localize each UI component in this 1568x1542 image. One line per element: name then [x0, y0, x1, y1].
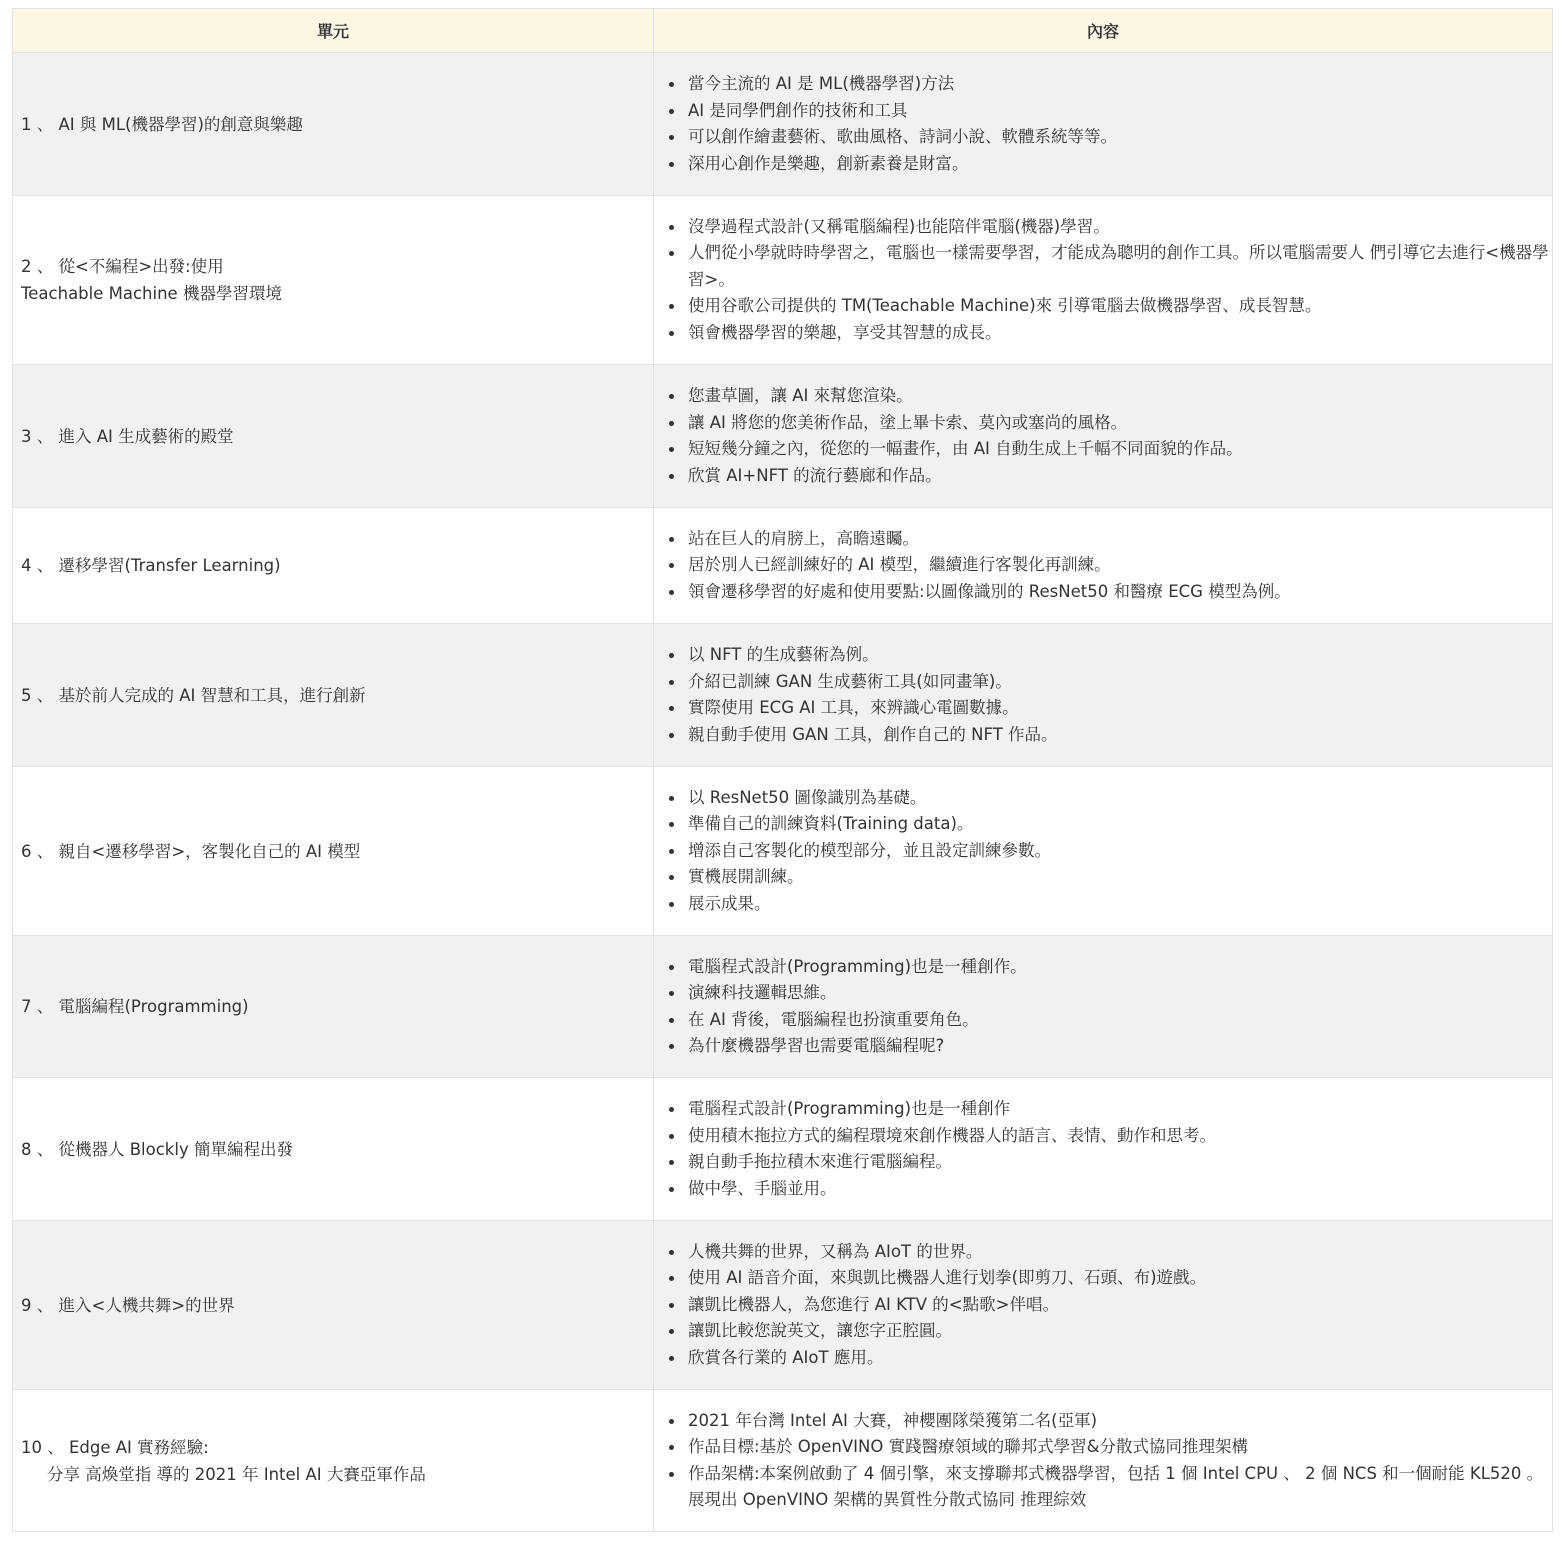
unit-cell — [13, 365, 654, 508]
table-row — [13, 1390, 1553, 1532]
table-row — [13, 1221, 1553, 1390]
unit-cell — [13, 1221, 654, 1390]
content-list — [662, 1096, 1552, 1202]
list-item: 領會遷移學習的好處和使用要點:以圖像識別的 ResNet50 和醫療 ECG 模型為例。 — [688, 579, 1552, 606]
list-item: 準備自己的訓練資料(Training data)。 — [688, 811, 1552, 838]
list-item: 可以創作繪畫藝術、歌曲風格、詩詞小說、軟體系統等等。 — [688, 124, 1552, 151]
unit-title: 1 、 AI 與 ML(機器學習)的創意與樂趣 — [21, 114, 303, 134]
unit-subtitle: Teachable Machine 機器學習環境 — [21, 284, 282, 303]
list-item: 讓 AI 將您的您美術作品，塗上畢卡索、莫內或塞尚的風格。 — [688, 410, 1552, 437]
content-list — [662, 1239, 1552, 1372]
table-header-row — [13, 9, 1553, 53]
list-item: 欣賞 AI+NFT 的流行藝廊和作品。 — [688, 463, 1552, 490]
list-item: 居於別人已經訓練好的 AI 模型，繼續進行客製化再訓練。 — [688, 552, 1552, 579]
course-table-container — [12, 8, 1552, 1532]
unit-cell — [13, 53, 654, 196]
list-item: 介紹已訓練 GAN 生成藝術工具(如同畫筆)。 — [688, 669, 1552, 696]
list-item: AI 是同學們創作的技術和工具 — [688, 98, 1552, 125]
list-item: 人機共舞的世界，又稱為 AIoT 的世界。 — [688, 1239, 1552, 1266]
list-item: 深用心創作是樂趣，創新素養是財富。 — [688, 151, 1552, 178]
header-unit: 單元 — [13, 9, 654, 53]
list-item: 您畫草圖，讓 AI 來幫您渲染。 — [688, 383, 1552, 410]
unit-title: 4 、 遷移學習(Transfer Learning) — [21, 556, 281, 575]
content-cell — [654, 767, 1553, 936]
list-item: 以 NFT 的生成藝術為例。 — [688, 642, 1552, 669]
unit-title: 6 、 親自<遷移學習>，客製化自己的 AI 模型 — [21, 841, 361, 861]
list-item: 沒學過程式設計(又稱電腦編程)也能陪伴電腦(機器)學習。 — [688, 214, 1552, 241]
list-item: 當今主流的 AI 是 ML(機器學習)方法 — [688, 71, 1552, 98]
list-item: 短短幾分鐘之內，從您的一幅畫作，由 AI 自動生成上千幅不同面貌的作品。 — [688, 436, 1552, 463]
list-item: 實際使用 ECG AI 工具，來辨識心電圖數據。 — [688, 695, 1552, 722]
content-cell — [654, 508, 1553, 624]
content-list — [662, 383, 1552, 489]
list-item: 使用谷歌公司提供的 TM(Teachable Machine)來 引導電腦去做機器學習、成長智慧。 — [688, 293, 1552, 320]
content-cell — [654, 936, 1553, 1078]
list-item: 2021 年台灣 Intel AI 大賽，神櫻團隊榮獲第二名(亞軍) — [688, 1408, 1552, 1435]
unit-title: 3 、 進入 AI 生成藝術的殿堂 — [21, 426, 234, 446]
content-cell — [654, 624, 1553, 767]
content-cell — [654, 196, 1553, 365]
list-item: 以 ResNet50 圖像識別為基礎。 — [688, 785, 1552, 812]
content-list — [662, 214, 1552, 347]
table-row — [13, 624, 1553, 767]
content-list — [662, 785, 1552, 918]
unit-title: 7 、 電腦編程(Programming) — [21, 997, 249, 1016]
list-item: 實機展開訓練。 — [688, 864, 1552, 891]
unit-subtitle: 分享 高煥堂指 導的 2021 年 Intel AI 大賽亞軍作品 — [47, 1464, 426, 1484]
unit-title: 5 、 基於前人完成的 AI 智慧和工具，進行創新 — [21, 685, 366, 705]
list-item: 領會機器學習的樂趣，享受其智慧的成長。 — [688, 320, 1552, 347]
content-list — [662, 526, 1552, 606]
list-item: 親自動手使用 GAN 工具，創作自己的 NFT 作品。 — [688, 722, 1552, 749]
list-item: 展示成果。 — [688, 891, 1552, 918]
table-row — [13, 196, 1553, 365]
list-item: 讓凱比較您說英文，讓您字正腔圓。 — [688, 1318, 1552, 1345]
list-item: 親自動手拖拉積木來進行電腦編程。 — [688, 1149, 1552, 1176]
course-table — [12, 8, 1553, 1532]
table-row — [13, 508, 1553, 624]
header-content: 內容 — [654, 9, 1553, 53]
list-item: 人們從小學就時時學習之，電腦也一樣需要學習，才能成為聰明的創作工具。所以電腦需要人 們引導它去進行<機器學習>。 — [688, 240, 1552, 293]
list-item: 作品架構:本案例啟動了 4 個引擎，來支撐聯邦式機器學習，包括 1 個 Intel CPU 、 2 個 NCS 和一個耐能 KL520 。展現出 OpenVINO 架構的異質性分散式協同 推理綜效 — [688, 1461, 1552, 1514]
content-list — [662, 71, 1552, 177]
list-item: 站在巨人的肩膀上，高瞻遠矚。 — [688, 526, 1552, 553]
content-cell — [654, 1078, 1553, 1221]
table-row — [13, 53, 1553, 196]
content-cell — [654, 365, 1553, 508]
unit-title: 8 、 從機器人 Blockly 簡單編程出發 — [21, 1139, 293, 1159]
list-item: 欣賞各行業的 AIoT 應用。 — [688, 1345, 1552, 1372]
unit-title: 2 、 從<不編程>出發:使用 — [21, 257, 224, 276]
unit-cell — [13, 196, 654, 365]
unit-cell — [13, 1390, 654, 1532]
table-row — [13, 936, 1553, 1078]
table-row — [13, 365, 1553, 508]
list-item: 演練科技邏輯思維。 — [688, 980, 1552, 1007]
list-item: 電腦程式設計(Programming)也是一種創作 — [688, 1096, 1552, 1123]
list-item: 作品目標:基於 OpenVINO 實踐醫療領域的聯邦式學習&分散式協同推理架構 — [688, 1434, 1552, 1461]
list-item: 在 AI 背後，電腦編程也扮演重要角色。 — [688, 1007, 1552, 1034]
list-item: 做中學、手腦並用。 — [688, 1176, 1552, 1203]
unit-cell — [13, 624, 654, 767]
content-list — [662, 1408, 1552, 1514]
unit-cell — [13, 936, 654, 1078]
content-cell — [654, 1221, 1553, 1390]
table-row — [13, 1078, 1553, 1221]
list-item: 使用積木拖拉方式的編程環境來創作機器人的語言、表情、動作和思考。 — [688, 1123, 1552, 1150]
list-item: 使用 AI 語音介面，來與凱比機器人進行划拳(即剪刀、石頭、布)遊戲。 — [688, 1265, 1552, 1292]
list-item: 為什麼機器學習也需要電腦編程呢? — [688, 1033, 1552, 1060]
unit-cell — [13, 1078, 654, 1221]
table-row — [13, 767, 1553, 936]
unit-title: 9 、 進入<人機共舞>的世界 — [21, 1295, 235, 1315]
content-cell — [654, 53, 1553, 196]
content-list — [662, 642, 1552, 748]
unit-title: 10 、 Edge AI 實務經驗: — [21, 1437, 209, 1457]
list-item: 讓凱比機器人，為您進行 AI KTV 的<點歌>伴唱。 — [688, 1292, 1552, 1319]
list-item: 電腦程式設計(Programming)也是一種創作。 — [688, 954, 1552, 981]
unit-cell — [13, 767, 654, 936]
unit-cell — [13, 508, 654, 624]
list-item: 增添自己客製化的模型部分，並且設定訓練參數。 — [688, 838, 1552, 865]
content-cell — [654, 1390, 1553, 1532]
content-list — [662, 954, 1552, 1060]
